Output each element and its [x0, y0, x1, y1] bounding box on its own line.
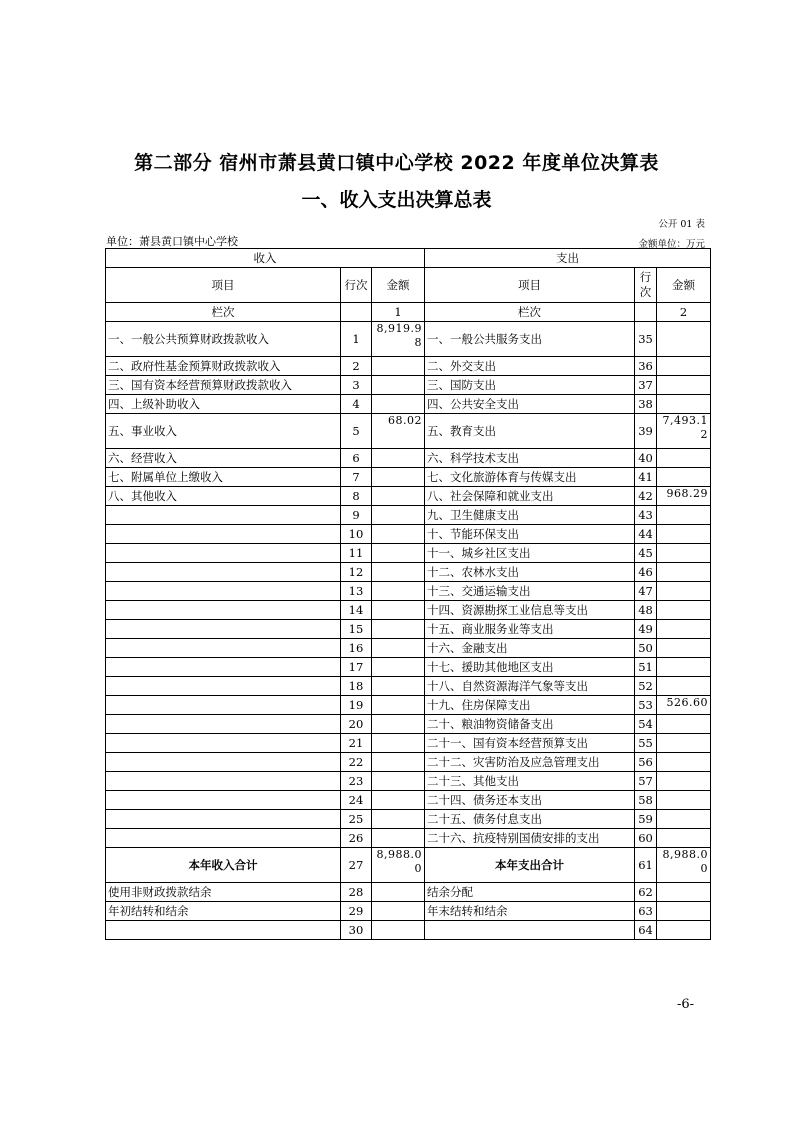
income-rowno-header: 行次	[341, 268, 372, 303]
income-item: 使用非财政拨款结余	[106, 883, 341, 902]
expense-item: 八、社会保障和就业支出	[425, 487, 635, 506]
expense-item: 十六、金融支出	[425, 639, 635, 658]
income-item	[106, 772, 341, 791]
expense-amount-header: 金额	[657, 268, 711, 303]
expense-amount	[657, 620, 711, 639]
expense-item	[425, 921, 635, 940]
income-item	[106, 677, 341, 696]
expense-amount: 526.60	[657, 696, 711, 715]
income-item	[106, 544, 341, 563]
table-row	[106, 357, 711, 376]
table-row	[106, 601, 711, 620]
expense-row-number: 41	[635, 468, 657, 487]
expense-amount	[657, 525, 711, 544]
income-amount	[372, 582, 425, 601]
expense-amount	[657, 544, 711, 563]
expense-amount	[657, 322, 711, 357]
income-row-number: 22	[341, 753, 372, 772]
income-row-number: 17	[341, 658, 372, 677]
income-row-number: 20	[341, 715, 372, 734]
expense-item: 五、教育支出	[425, 414, 635, 449]
income-item	[106, 696, 341, 715]
expense-item: 十二、农林水支出	[425, 563, 635, 582]
expense-amount	[657, 883, 711, 902]
income-row-number: 19	[341, 696, 372, 715]
income-row-number: 15	[341, 620, 372, 639]
income-amount	[372, 357, 425, 376]
expense-item: 本年支出合计	[425, 848, 635, 883]
table-row	[106, 734, 711, 753]
income-item	[106, 791, 341, 810]
expense-amount	[657, 829, 711, 848]
table-row	[106, 810, 711, 829]
table-row	[106, 582, 711, 601]
table-title: 一、收入支出决算总表	[301, 189, 492, 211]
expense-amount	[657, 563, 711, 582]
expense-amount	[657, 601, 711, 620]
income-amount	[372, 468, 425, 487]
income-row-number: 13	[341, 582, 372, 601]
income-row-number: 7	[341, 468, 372, 487]
expense-item: 四、公共安全支出	[425, 395, 635, 414]
income-row-number: 1	[341, 322, 372, 357]
expense-amount	[657, 639, 711, 658]
income-row-number: 30	[341, 921, 372, 940]
expense-row-number: 61	[635, 848, 657, 883]
table-row	[106, 883, 711, 902]
income-row-number: 27	[341, 848, 372, 883]
expense-amount: 8,988.00	[657, 848, 711, 883]
income-item	[106, 582, 341, 601]
budget-summary-table	[105, 248, 711, 940]
expense-item: 二十六、抗疫特别国债安排的支出	[425, 829, 635, 848]
expense-row-number: 63	[635, 902, 657, 921]
income-row-number: 6	[341, 449, 372, 468]
expense-item: 二、外交支出	[425, 357, 635, 376]
income-amount	[372, 376, 425, 395]
income-amount	[372, 715, 425, 734]
income-item: 八、其他收入	[106, 487, 341, 506]
table-row	[106, 376, 711, 395]
income-row-number: 18	[341, 677, 372, 696]
income-row-number: 29	[341, 902, 372, 921]
totals-row	[106, 848, 711, 883]
expense-row-number: 59	[635, 810, 657, 829]
income-item: 本年收入合计	[106, 848, 341, 883]
expense-amount	[657, 715, 711, 734]
income-amount	[372, 902, 425, 921]
income-row-number: 4	[341, 395, 372, 414]
income-amount	[372, 677, 425, 696]
empty-cell	[635, 303, 657, 322]
income-item	[106, 563, 341, 582]
income-row-number: 5	[341, 414, 372, 449]
income-amount	[372, 620, 425, 639]
expense-item: 一、一般公共服务支出	[425, 322, 635, 357]
income-amount	[372, 544, 425, 563]
income-item: 七、附属单位上缴收入	[106, 468, 341, 487]
expense-row-number: 40	[635, 449, 657, 468]
table-row	[106, 639, 711, 658]
table-row	[106, 395, 711, 414]
income-row-number: 9	[341, 506, 372, 525]
income-row-number: 28	[341, 883, 372, 902]
empty-cell	[341, 303, 372, 322]
expense-row-number: 52	[635, 677, 657, 696]
expense-item: 十三、交通运输支出	[425, 582, 635, 601]
income-row-number: 21	[341, 734, 372, 753]
expense-amount	[657, 395, 711, 414]
expense-row-number: 46	[635, 563, 657, 582]
expense-row-number: 56	[635, 753, 657, 772]
expense-row-number: 58	[635, 791, 657, 810]
expense-row-number: 47	[635, 582, 657, 601]
income-item	[106, 620, 341, 639]
expense-amount	[657, 810, 711, 829]
table-row	[106, 658, 711, 677]
income-item	[106, 715, 341, 734]
expense-item: 十一、城乡社区支出	[425, 544, 635, 563]
expense-item: 二十二、灾害防治及应急管理支出	[425, 753, 635, 772]
expense-item: 二十四、债务还本支出	[425, 791, 635, 810]
income-item: 六、经营收入	[106, 449, 341, 468]
table-row	[106, 829, 711, 848]
income-amount: 8,919.98	[372, 322, 425, 357]
expense-row-number: 43	[635, 506, 657, 525]
expense-item: 六、科学技术支出	[425, 449, 635, 468]
income-column-number: 1	[372, 303, 425, 322]
income-item	[106, 829, 341, 848]
expense-row-number: 53	[635, 696, 657, 715]
expense-row-number: 55	[635, 734, 657, 753]
table-row	[106, 544, 711, 563]
expense-item-header: 项目	[425, 268, 635, 303]
income-item: 一、一般公共预算财政拨款收入	[106, 322, 341, 357]
expense-row-number: 44	[635, 525, 657, 544]
income-item: 三、国有资本经营预算财政拨款收入	[106, 376, 341, 395]
income-amount-header: 金额	[372, 268, 425, 303]
expense-item: 三、国防支出	[425, 376, 635, 395]
expense-row-number: 64	[635, 921, 657, 940]
table-row	[106, 506, 711, 525]
expense-row-number: 49	[635, 620, 657, 639]
income-row-number: 3	[341, 376, 372, 395]
income-amount	[372, 601, 425, 620]
expense-amount	[657, 902, 711, 921]
expense-amount	[657, 753, 711, 772]
income-amount	[372, 772, 425, 791]
expense-row-number: 57	[635, 772, 657, 791]
table-row	[106, 772, 711, 791]
table-row	[106, 563, 711, 582]
expense-column-number: 2	[657, 303, 711, 322]
expense-amount	[657, 658, 711, 677]
income-amount	[372, 791, 425, 810]
expense-amount	[657, 772, 711, 791]
income-item	[106, 753, 341, 772]
expense-row-number: 54	[635, 715, 657, 734]
expense-item: 结余分配	[425, 883, 635, 902]
income-amount	[372, 658, 425, 677]
expense-column-label: 栏次	[425, 303, 635, 322]
expense-amount	[657, 734, 711, 753]
income-row-number: 14	[341, 601, 372, 620]
income-amount: 8,988.00	[372, 848, 425, 883]
expense-amount	[657, 449, 711, 468]
income-row-number: 11	[341, 544, 372, 563]
expense-item: 十四、资源勘探工业信息等支出	[425, 601, 635, 620]
income-row-number: 16	[341, 639, 372, 658]
expense-row-number: 35	[635, 322, 657, 357]
expense-row-number: 39	[635, 414, 657, 449]
income-amount	[372, 883, 425, 902]
income-amount	[372, 525, 425, 544]
table-row	[106, 921, 711, 940]
expense-amount	[657, 921, 711, 940]
table-row	[106, 322, 711, 357]
income-item	[106, 734, 341, 753]
income-row-number: 26	[341, 829, 372, 848]
income-amount	[372, 639, 425, 658]
income-amount	[372, 506, 425, 525]
expense-amount: 968.29	[657, 487, 711, 506]
expense-amount	[657, 376, 711, 395]
income-amount	[372, 449, 425, 468]
expense-row-number: 48	[635, 601, 657, 620]
expense-item: 七、文化旅游体育与传媒支出	[425, 468, 635, 487]
expense-item: 十七、援助其他地区支出	[425, 658, 635, 677]
table-row	[106, 791, 711, 810]
income-header: 收入	[106, 249, 425, 268]
income-row-number: 8	[341, 487, 372, 506]
expense-item: 年末结转和结余	[425, 902, 635, 921]
expense-header: 支出	[425, 249, 711, 268]
income-amount	[372, 829, 425, 848]
income-item	[106, 506, 341, 525]
table-row	[106, 753, 711, 772]
expense-row-number: 38	[635, 395, 657, 414]
income-amount	[372, 810, 425, 829]
income-amount	[372, 487, 425, 506]
income-amount: 68.02	[372, 414, 425, 449]
table-row	[106, 677, 711, 696]
table-row	[106, 487, 711, 506]
income-amount	[372, 395, 425, 414]
expense-row-number: 45	[635, 544, 657, 563]
income-item: 四、上级补助收入	[106, 395, 341, 414]
table-row	[106, 696, 711, 715]
income-amount	[372, 696, 425, 715]
income-row-number: 23	[341, 772, 372, 791]
income-row-number: 12	[341, 563, 372, 582]
expense-item: 十五、商业服务业等支出	[425, 620, 635, 639]
expense-item: 二十、粮油物资储备支出	[425, 715, 635, 734]
expense-rowno-header: 行次	[635, 268, 657, 303]
income-item: 二、政府性基金预算财政拨款收入	[106, 357, 341, 376]
expense-item: 九、卫生健康支出	[425, 506, 635, 525]
table-row	[106, 902, 711, 921]
expense-amount	[657, 506, 711, 525]
income-item	[106, 601, 341, 620]
table-row	[106, 414, 711, 449]
unit-label: 单位：萧县黄口镇中心学校	[106, 235, 238, 248]
income-amount	[372, 753, 425, 772]
expense-amount	[657, 582, 711, 601]
income-item	[106, 639, 341, 658]
table-row	[106, 525, 711, 544]
income-amount	[372, 921, 425, 940]
table-row	[106, 449, 711, 468]
expense-item: 十八、自然资源海洋气象等支出	[425, 677, 635, 696]
income-item: 五、事业收入	[106, 414, 341, 449]
income-row-number: 25	[341, 810, 372, 829]
table-row	[106, 468, 711, 487]
amount-unit: 金额单位：万元	[638, 239, 705, 250]
income-item: 年初结转和结余	[106, 902, 341, 921]
income-row-number: 24	[341, 791, 372, 810]
expense-item: 二十五、债务付息支出	[425, 810, 635, 829]
expense-amount	[657, 791, 711, 810]
expense-item: 十、节能环保支出	[425, 525, 635, 544]
income-item-header: 项目	[106, 268, 341, 303]
expense-row-number: 50	[635, 639, 657, 658]
income-row-number: 10	[341, 525, 372, 544]
expense-row-number: 62	[635, 883, 657, 902]
expense-item: 二十一、国有资本经营预算支出	[425, 734, 635, 753]
expense-item: 十九、住房保障支出	[425, 696, 635, 715]
expense-item: 二十三、其他支出	[425, 772, 635, 791]
table-row	[106, 715, 711, 734]
income-item	[106, 658, 341, 677]
expense-amount	[657, 357, 711, 376]
income-amount	[372, 734, 425, 753]
income-item	[106, 921, 341, 940]
income-item	[106, 525, 341, 544]
table-row	[106, 620, 711, 639]
income-column-label: 栏次	[106, 303, 341, 322]
expense-row-number: 60	[635, 829, 657, 848]
expense-row-number: 36	[635, 357, 657, 376]
income-row-number: 2	[341, 357, 372, 376]
expense-row-number: 37	[635, 376, 657, 395]
expense-amount	[657, 677, 711, 696]
income-amount	[372, 563, 425, 582]
page-title: 第二部分 宿州市萧县黄口镇中心学校 2022 年度单位决算表	[134, 152, 659, 174]
income-item	[106, 810, 341, 829]
expense-amount: 7,493.12	[657, 414, 711, 449]
page-number: -6-	[676, 997, 694, 1012]
expense-row-number: 42	[635, 487, 657, 506]
expense-amount	[657, 468, 711, 487]
expense-row-number: 51	[635, 658, 657, 677]
form-code: 公开 01 表	[658, 219, 705, 230]
